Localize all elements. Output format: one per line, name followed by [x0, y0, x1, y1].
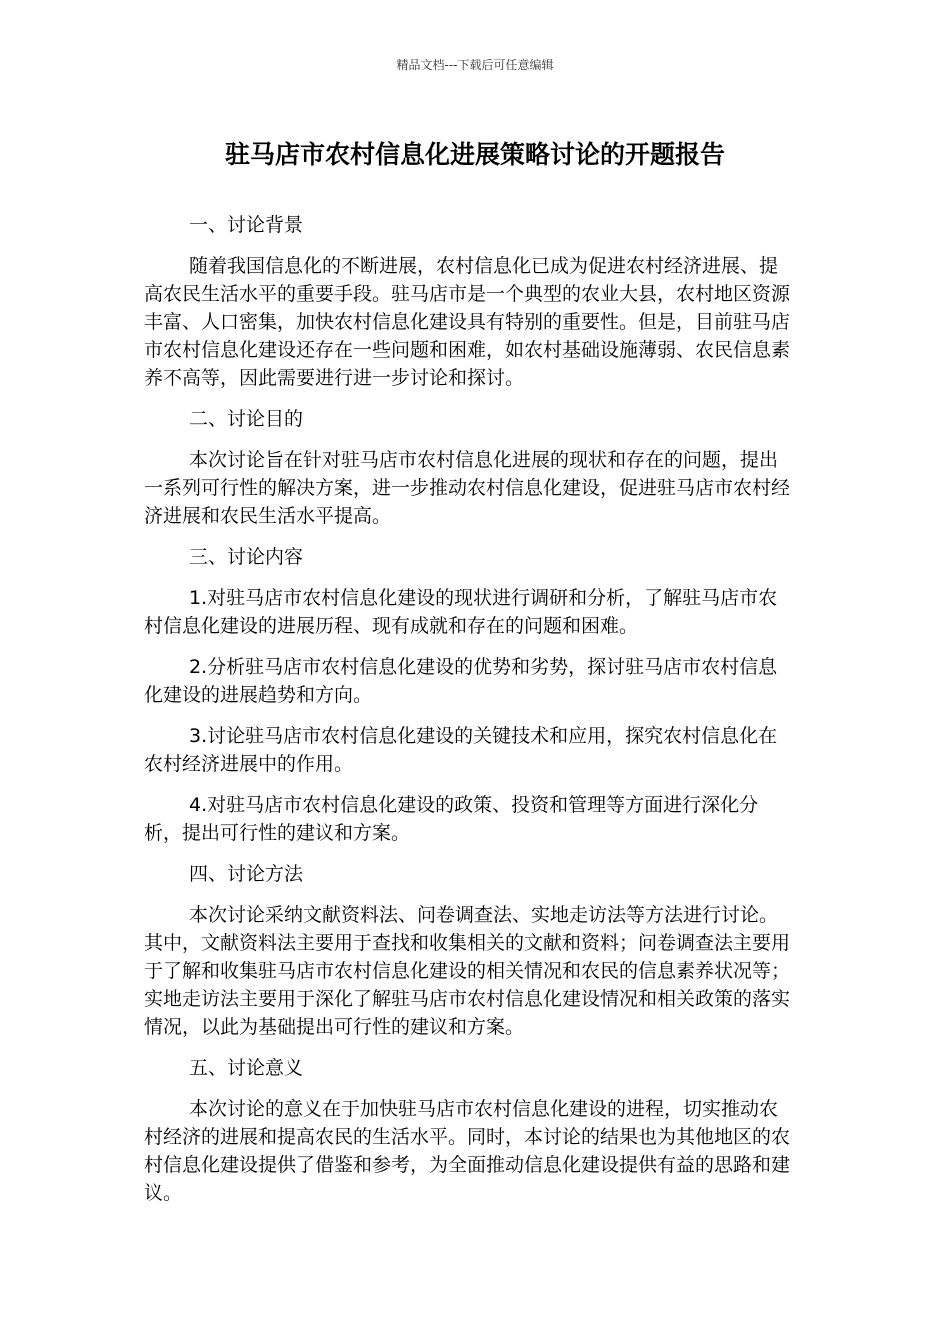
section-heading-background: 一、讨论背景: [189, 214, 304, 236]
paragraph: 本次讨论采纳文献资料法、问卷调查法、实地走访法等方法进行讨论。其中，文献资料法主要用于查找和收集相关的文献和资料；问卷调查法主要用于了解和收集驻马店市农村信息化建设的相关情况和农民的信息素养状况等；实地走访法主要用于深化了解驻马店市农村信息化建设情况和相关政策的落实情况，以此为基础提出可行性的建议和方案。: [144, 904, 791, 1038]
list-item: 2.分析驻马店市农村信息化建设的优势和劣势，探讨驻马店市农村信息化建设的进展趋势和方向。: [144, 656, 778, 706]
section-heading-significance: 五、讨论意义: [189, 1057, 304, 1079]
document-body: [144, 211, 794, 1220]
document-title: 驻马店市农村信息化进展策略讨论的开题报告: [224, 140, 725, 169]
header-note: 精品文档---下载后可任意编辑: [396, 58, 554, 72]
list-item: 1.对驻马店市农村信息化建设的现状进行调研和分析，了解驻马店市农村信息化建设的进展历程、现有成就和存在的问题和困难。: [144, 587, 778, 637]
section-heading-content: 三、讨论内容: [189, 546, 304, 568]
paragraph: 随着我国信息化的不断进展，农村信息化已成为促进农村经济进展、提高农民生活水平的重要手段。驻马店市是一个典型的农业大县，农村地区资源丰富、人口密集，加快农村信息化建设具有特别的重要性。但是，目前驻马店市农村信息化建设还存在一些问题和困难，如农村基础设施薄弱、农民信息素养不高等，因此需要进行进一步讨论和探讨。: [144, 255, 791, 389]
section-heading-purpose: 二、讨论目的: [189, 408, 304, 430]
paragraph: 本次讨论的意义在于加快驻马店市农村信息化建设的进程，切实推动农村经济的进展和提高农民的生活水平。同时，本讨论的结果也为其他地区的农村信息化建设提供了借鉴和参考，为全面推动信息化建设提供有益的思路和建议。: [144, 1098, 791, 1204]
list-item: 3.讨论驻马店市农村信息化建设的关键技术和应用，探究农村信息化在农村经济进展中的作用。: [144, 725, 778, 775]
list-item: 4.对驻马店市农村信息化建设的政策、投资和管理等方面进行深化分析，提出可行性的建议和方案。: [144, 794, 759, 844]
section-heading-method: 四、讨论方法: [189, 863, 304, 885]
paragraph: 本次讨论旨在针对驻马店市农村信息化进展的现状和存在的问题，提出一系列可行性的解决方案，进一步推动农村信息化建设，促进驻马店市农村经济进展和农民生活水平提高。: [144, 449, 791, 527]
